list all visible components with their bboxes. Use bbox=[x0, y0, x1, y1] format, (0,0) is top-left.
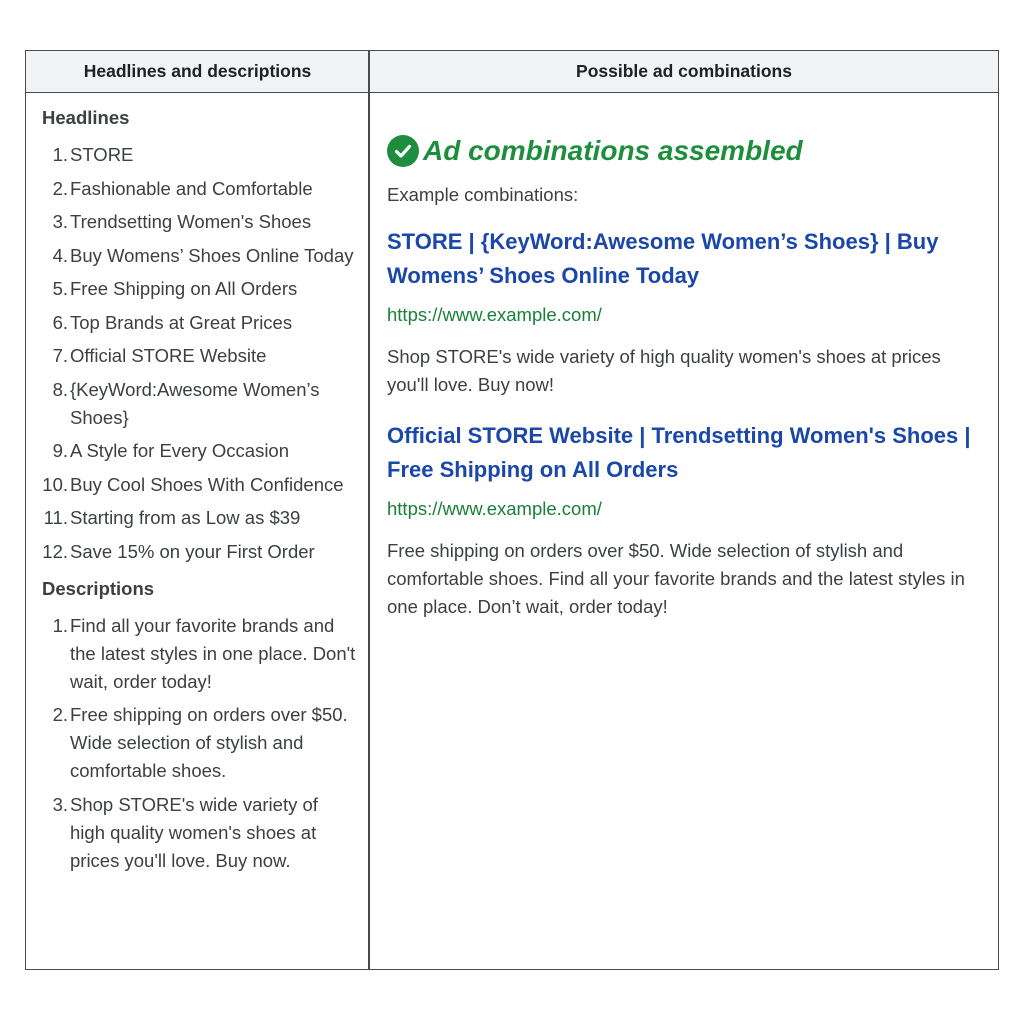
list-number: 12. bbox=[42, 540, 68, 562]
description-item bbox=[42, 701, 358, 785]
headline-text: Trendsetting Women's Shoes bbox=[70, 211, 312, 232]
description-text: Shop STORE's wide variety of high quality women's shoes at prices you'll love. Buy now. bbox=[70, 793, 318, 871]
headline-text: Official STORE Website bbox=[70, 345, 267, 366]
headline-item bbox=[42, 504, 358, 532]
headline-text: Buy Womens’ Shoes Online Today bbox=[70, 244, 354, 266]
headline-text: Save 15% on your First Order bbox=[70, 540, 315, 562]
list-number: 5. bbox=[52, 278, 68, 299]
headlines-list bbox=[42, 141, 358, 566]
list-number: 1. bbox=[52, 144, 68, 165]
headline-text: Top Brands at Great Prices bbox=[70, 311, 293, 333]
list-number: 9. bbox=[52, 440, 68, 461]
description-item bbox=[42, 791, 358, 875]
assembled-status-text: Ad combinations assembled bbox=[423, 135, 803, 166]
assets-column bbox=[26, 93, 368, 880]
headline-text: {KeyWord:Awesome Women’s Shoes} bbox=[70, 378, 320, 428]
check-circle-icon bbox=[387, 135, 419, 167]
description-text: Free shipping on orders over $50. Wide selection of stylish and comfortable shoes. bbox=[70, 704, 348, 781]
headlines-title: Headlines bbox=[42, 107, 130, 128]
ad-headline: STORE | {KeyWord:Awesome Women’s Shoes} | Buy Womens’ Shoes Online Today bbox=[387, 229, 939, 288]
headline-item bbox=[42, 141, 358, 169]
combinations-column bbox=[370, 93, 998, 621]
headline-text: Starting from as Low as $39 bbox=[70, 507, 301, 528]
ad-preview bbox=[387, 225, 982, 399]
headline-item bbox=[42, 437, 358, 465]
ad-description: Shop STORE's wide variety of high quality women's shoes at prices you'll love. Buy now! bbox=[387, 346, 941, 395]
headline-text: STORE bbox=[70, 144, 134, 165]
headline-text: Free Shipping on All Orders bbox=[70, 278, 298, 299]
headline-item bbox=[42, 208, 358, 236]
description-item bbox=[42, 612, 358, 696]
list-number: 3. bbox=[52, 793, 68, 815]
ad-headline: Official STORE Website | Trendsetting Women's Shoes | Free Shipping on All Orders bbox=[387, 423, 971, 482]
list-number: 11. bbox=[43, 507, 68, 528]
headline-item bbox=[42, 376, 358, 432]
headline-item bbox=[42, 471, 358, 499]
ad-preview bbox=[387, 419, 982, 621]
list-number: 10. bbox=[42, 473, 68, 495]
table-header-row bbox=[26, 51, 998, 93]
headline-text: A Style for Every Occasion bbox=[70, 440, 290, 461]
headline-text: Buy Cool Shoes With Confidence bbox=[70, 473, 344, 495]
list-number: 3. bbox=[52, 211, 68, 232]
list-number: 6. bbox=[52, 311, 68, 333]
assembled-status bbox=[387, 133, 982, 169]
list-number: 7. bbox=[52, 345, 68, 366]
list-number: 1. bbox=[52, 614, 68, 636]
ad-description: Free shipping on orders over $50. Wide selection of stylish and comfortable shoes. Find all your favorite brands and the latest styles in one place. Don’t wait, order today! bbox=[387, 540, 965, 617]
column-header-ad-combinations: Possible ad combinations bbox=[576, 61, 792, 81]
headline-item bbox=[42, 342, 358, 370]
list-number: 8. bbox=[52, 378, 68, 400]
checkmark-icon bbox=[393, 141, 413, 161]
descriptions-list bbox=[42, 612, 358, 875]
headline-item bbox=[42, 538, 358, 566]
headline-item bbox=[42, 175, 358, 203]
headline-text: Fashionable and Comfortable bbox=[70, 177, 313, 199]
list-number: 4. bbox=[52, 244, 68, 266]
list-number: 2. bbox=[52, 177, 68, 199]
description-text: Find all your favorite brands and the latest styles in one place. Don't wait, order today! bbox=[70, 614, 356, 692]
ad-url: https://www.example.com/ bbox=[387, 498, 602, 519]
headline-item bbox=[42, 275, 358, 303]
headline-item bbox=[42, 242, 358, 270]
list-number: 2. bbox=[52, 704, 68, 725]
ad-url: https://www.example.com/ bbox=[387, 304, 602, 325]
descriptions-title: Descriptions bbox=[42, 577, 155, 599]
comparison-table bbox=[25, 50, 999, 970]
example-combinations-label: Example combinations: bbox=[387, 184, 579, 205]
headline-item bbox=[42, 309, 358, 337]
column-header-headlines-descriptions: Headlines and descriptions bbox=[83, 61, 312, 81]
